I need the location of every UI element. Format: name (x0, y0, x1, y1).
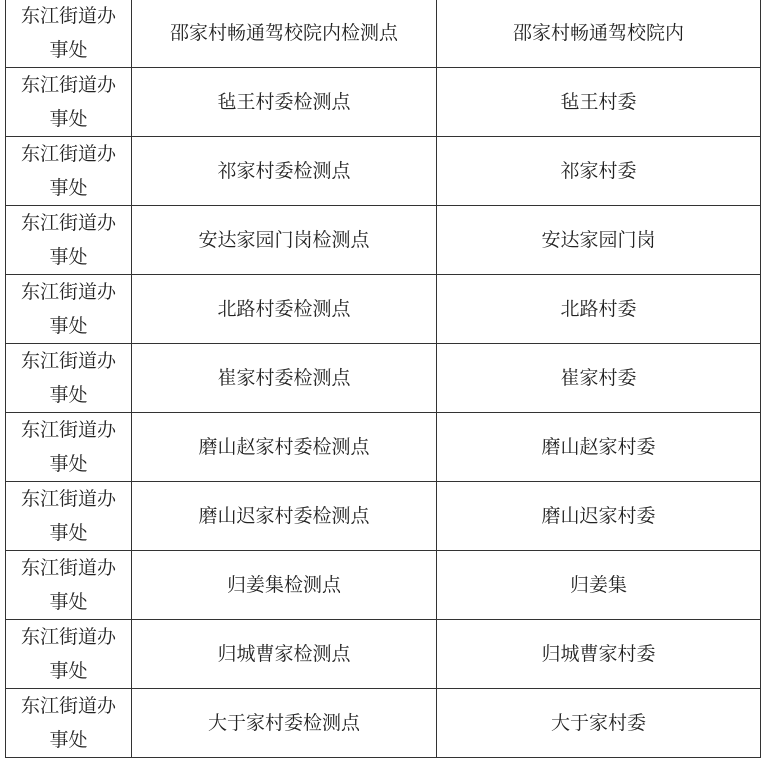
test-site-cell: 归姜集检测点 (132, 551, 437, 620)
office-cell (6, 344, 132, 413)
table-row (6, 413, 761, 482)
test-site-cell: 邵家村畅通驾校院内检测点 (132, 0, 437, 68)
test-site-table-container (5, 0, 761, 758)
test-site-cell: 祁家村委检测点 (132, 137, 437, 206)
table-row (6, 0, 761, 68)
test-site-cell: 崔家村委检测点 (132, 344, 437, 413)
location-cell: 磨山赵家村委 (437, 413, 761, 482)
office-cell (6, 689, 132, 758)
location-cell: 毡王村委 (437, 68, 761, 137)
office-name: 东江街道办事处 (20, 5, 116, 61)
location-cell: 安达家园门岗 (437, 206, 761, 275)
office-cell (6, 482, 132, 551)
location-cell: 祁家村委 (437, 137, 761, 206)
location-cell: 归姜集 (437, 551, 761, 620)
office-name: 东江街道办事处 (20, 419, 116, 475)
office-cell (6, 68, 132, 137)
office-name: 东江街道办事处 (20, 281, 116, 337)
table-row (6, 68, 761, 137)
table-row (6, 551, 761, 620)
location-cell: 归城曹家村委 (437, 620, 761, 689)
office-cell (6, 0, 132, 68)
table-row (6, 482, 761, 551)
location-cell: 崔家村委 (437, 344, 761, 413)
office-name: 东江街道办事处 (20, 695, 116, 751)
table-row (6, 689, 761, 758)
table-row (6, 206, 761, 275)
office-name: 东江街道办事处 (20, 212, 116, 268)
test-site-table (5, 0, 761, 758)
table-row (6, 620, 761, 689)
test-site-cell: 磨山赵家村委检测点 (132, 413, 437, 482)
office-cell (6, 206, 132, 275)
office-cell (6, 413, 132, 482)
office-cell (6, 551, 132, 620)
office-cell (6, 275, 132, 344)
table-row (6, 344, 761, 413)
test-site-cell: 磨山迟家村委检测点 (132, 482, 437, 551)
office-name: 东江街道办事处 (20, 557, 116, 613)
test-site-cell: 归城曹家检测点 (132, 620, 437, 689)
office-name: 东江街道办事处 (20, 626, 116, 682)
office-name: 东江街道办事处 (20, 74, 116, 130)
location-cell: 磨山迟家村委 (437, 482, 761, 551)
location-cell: 邵家村畅通驾校院内 (437, 0, 761, 68)
office-name: 东江街道办事处 (20, 143, 116, 199)
location-cell: 大于家村委 (437, 689, 761, 758)
test-site-cell: 毡王村委检测点 (132, 68, 437, 137)
office-cell (6, 620, 132, 689)
table-row (6, 275, 761, 344)
location-cell: 北路村委 (437, 275, 761, 344)
office-cell (6, 137, 132, 206)
test-site-cell: 北路村委检测点 (132, 275, 437, 344)
table-row (6, 137, 761, 206)
office-name: 东江街道办事处 (20, 488, 116, 544)
test-site-cell: 安达家园门岗检测点 (132, 206, 437, 275)
office-name: 东江街道办事处 (20, 350, 116, 406)
test-site-cell: 大于家村委检测点 (132, 689, 437, 758)
